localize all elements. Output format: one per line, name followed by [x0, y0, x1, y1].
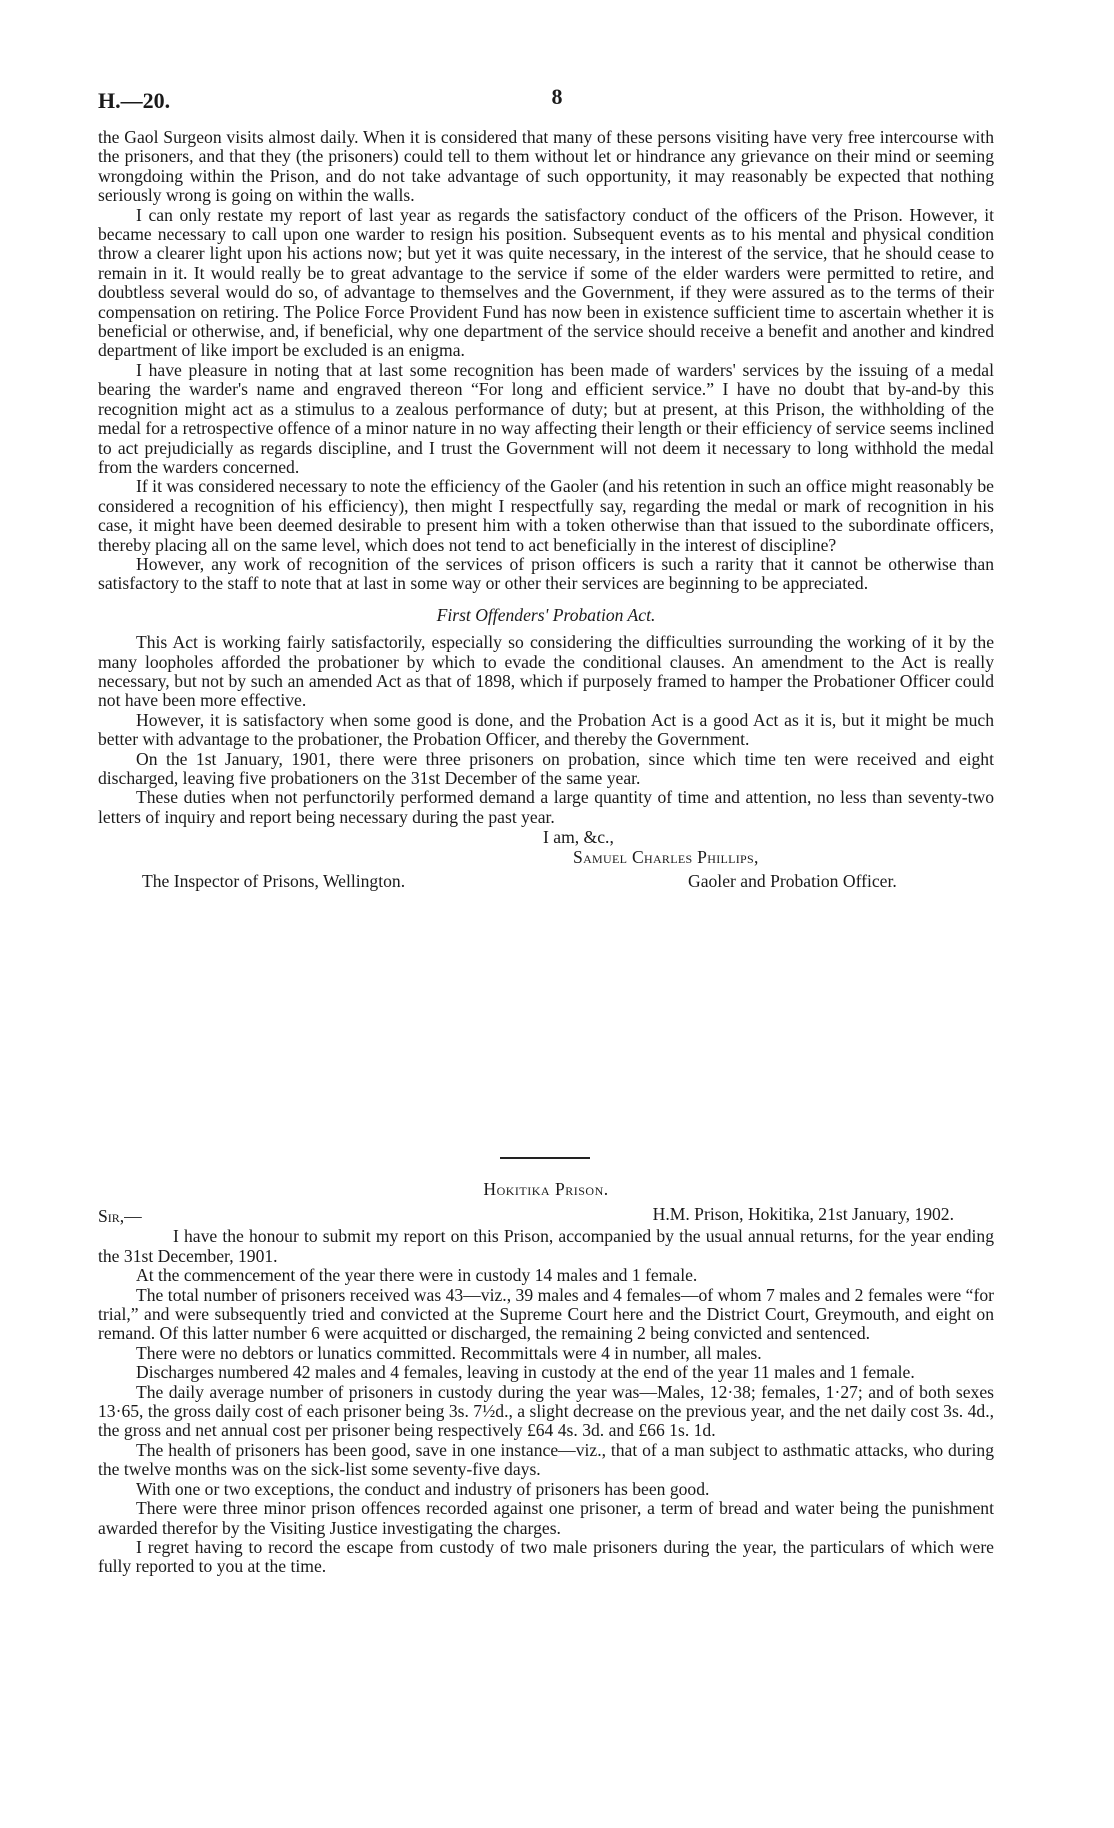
- paragraph: The total number of prisoners received was 43—viz., 39 males and 4 females—of whom 7 males and 2 females were “for trial,” and were subsequently tried and convicted at the Supreme Court here and the District Court, Greymouth, and eight on remand. Of this latter number 6 were acquitted or discharged, the remaining 2 being convicted and sentenced.: [98, 1284, 994, 1344]
- prison-title: Hokitika Prison.: [483, 1179, 609, 1199]
- paragraph: With one or two exceptions, the conduct and industry of prisoners has been good.: [136, 1478, 710, 1499]
- paragraph: However, any work of recognition of the services of prison officers is such a rarity that it cannot be otherwise than satisfactory to the staff to note that at last in some way or other their services are beginning to be appreciated.: [98, 553, 994, 594]
- paragraph: The daily average number of prisoners in custody during the year was—Males, 12·38; females, 1·27; and of both sexes 13·65, the gross daily cost of each prisoner being 3s. 7½d., a slight decrease on the previous year, and the net daily cost 3s. 4d., the gross and net annual cost per prisoner being respectively £64 4s. 3d. and £66 1s. 1d.: [98, 1381, 994, 1441]
- paragraph: There were no debtors or lunatics committed. Recommittals were 4 in number, all males.: [136, 1342, 762, 1363]
- paragraph: I have the honour to submit my report on this Prison, accompanied by the usual annual returns, for the year ending the 31st December, 1901.: [98, 1226, 994, 1266]
- report-continuation: [98, 128, 994, 906]
- dateline: H.M. Prison, Hokitika, 21st January, 1902.: [652, 1204, 954, 1225]
- paragraph: I regret having to record the escape from custody of two male prisoners during the year, the particulars of which were fully reported to you at the time.: [98, 1536, 994, 1577]
- closing-line: I am, &c.,: [543, 827, 614, 848]
- signatory-title: Gaoler and Probation Officer.: [688, 871, 897, 892]
- addressee: The Inspector of Prisons, Wellington.: [142, 871, 406, 892]
- section-heading: First Offenders' Probation Act.: [436, 604, 656, 625]
- paragraph: There were three minor prison offences recorded against one prisoner, a term of bread and water being the punishment awarded therefor by the Visiting Justice investigating the charges.: [98, 1498, 994, 1538]
- page-header: [98, 84, 1016, 118]
- paragraph: This Act is working fairly satisfactorily, especially so considering the difficulties surrounding the working of it by the many loopholes afforded the probationer by which to evade the conditional clauses. An amendment to the Act is really necessary, but not by such an amended Act as that of 1898, which if purposely framed to hamper the Probationer Officer could not have been more effective.: [98, 632, 994, 711]
- signatory-name: Samuel Charles Phillips,: [573, 847, 759, 868]
- signature-block: [98, 828, 994, 906]
- hokitika-report: [98, 1180, 994, 1577]
- paragraph: These duties when not perfunctorily performed demand a large quantity of time and attention, no less than seventy-two letters of inquiry and report being necessary during the past year.: [98, 787, 994, 827]
- paragraph: the Gaol Surgeon visits almost daily. When it is considered that many of these persons visiting have very free intercourse with the prisoners, and that they (the prisoners) could tell to them without let or hindrance any grievance on their mind or seeming wrongdoing within the Prison, and do not take advantage of such opportunity, it may reasonably be expected that nothing seriously wrong is going on within the walls.: [98, 127, 994, 206]
- paragraph: I can only restate my report of last year as regards the satisfactory conduct of the officers of the Prison. However, it became necessary to call upon one warder to resign his position. Subsequent events as to his mental and physical condition throw a clearer light upon his actions now; but yet it was quite necessary, in the interest of the service, that he should cease to remain in it. It would really be to great advantage to the service if some of the elder warders were permitted to retire, and doubtless several would do so, of advantage to themselves and the Government, if they were assured as to the terms of their compensation on retiring. The Police Force Provident Fund has now been in existence sufficient time to ascertain whether it is beneficial or otherwise, and, if beneficial, why one department of the service should receive a benefit and another and kindred department of like import be excluded is an enigma.: [98, 204, 994, 361]
- paragraph: On the 1st January, 1901, there were three prisoners on probation, since which time ten were received and eight discharged, leaving five probationers on the 31st December of the same year.: [98, 748, 994, 788]
- document-reference: H.—20.: [98, 88, 171, 113]
- section-divider: [500, 1157, 590, 1159]
- paragraph: Discharges numbered 42 males and 4 females, leaving in custody at the end of the year 11 males and 1 female.: [136, 1362, 915, 1383]
- paragraph: If it was considered necessary to note the efficiency of the Gaoler (and his retention in such an office might reasonably be considered a recognition of his efficiency), then might I respectfully say, regarding the medal or mark of recognition in his case, it might have been deemed desirable to present him with a token otherwise than that issued to the subordinate officers, thereby placing all on the same level, which does not tend to act beneficially in the interest of discipline?: [98, 476, 994, 555]
- salutation-line: [98, 1205, 994, 1227]
- page-number: 8: [551, 84, 563, 109]
- paragraph: The health of prisoners has been good, save in one instance—viz., that of a man subject to asthmatic attacks, who during the twelve months was on the sick-list some seventy-five days.: [98, 1439, 994, 1480]
- paragraph: I have pleasure in noting that at last some recognition has been made of warders' services by the issuing of a medal bearing the warder's name and engraved thereon “For long and efficient service.” I have no doubt that by-and-by this recognition might act as a stimulus to a zealous performance of duty; but at present, at this Prison, the withholding of the medal for a retrospective offence of a minor nature in no way affecting their length or their efficiency of service seems inclined to act prejudicially as regards discipline, and I trust the Government will not deem it necessary to long withhold the medal from the warders concerned.: [98, 359, 994, 477]
- paragraph: However, it is satisfactory when some good is done, and the Probation Act is a good Act as it is, but it might be much better with advantage to the probationer, the Probation Officer, and thereby the Government.: [98, 709, 994, 750]
- paragraph: At the commencement of the year there were in custody 14 males and 1 female.: [136, 1265, 698, 1286]
- salutation: Sir,—: [98, 1206, 142, 1227]
